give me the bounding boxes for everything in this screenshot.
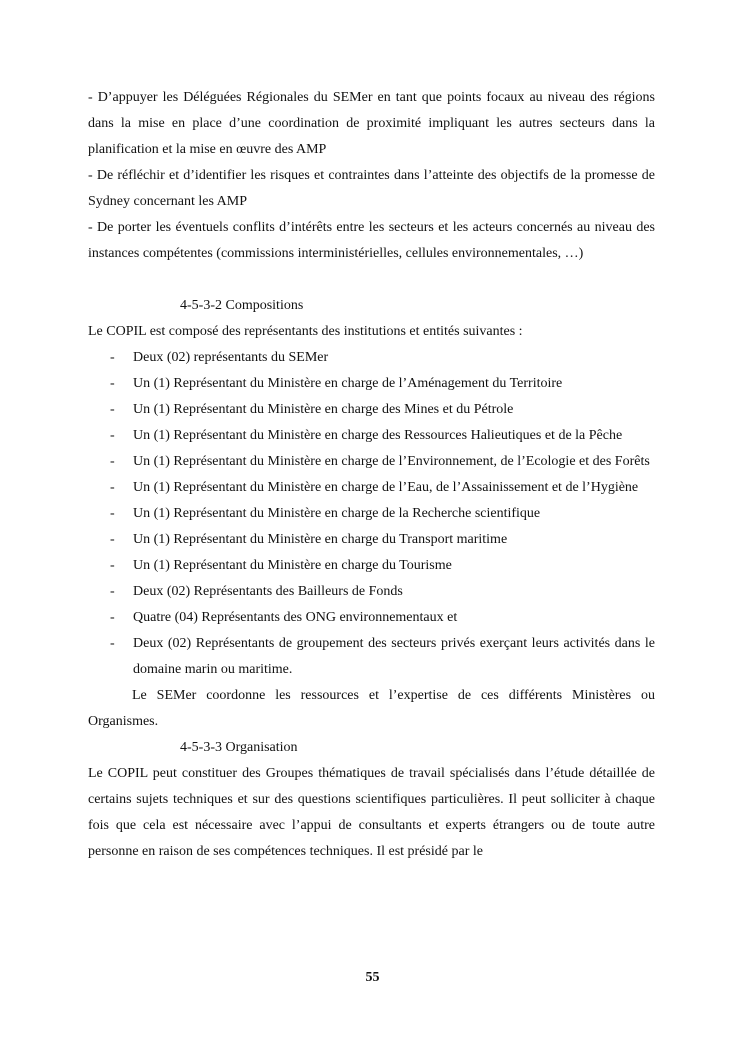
dash-marker: -	[110, 350, 115, 365]
dash-marker: -	[110, 506, 115, 521]
list-item-text: Un (1) Représentant du Ministère en charge des Mines et du Pétrole	[133, 402, 514, 417]
dash-marker: -	[110, 454, 115, 469]
list-item	[88, 397, 655, 423]
list-item-text: Un (1) Représentant du Ministère en charge de la Recherche scientifique	[133, 506, 541, 521]
list-item	[88, 423, 655, 449]
dash-marker: -	[110, 558, 115, 573]
dash-marker: -	[110, 532, 115, 547]
dash-marker: -	[110, 402, 115, 417]
list-item	[88, 501, 655, 527]
compositions-list	[88, 345, 655, 683]
list-item	[88, 475, 655, 501]
dash-marker: -	[110, 376, 115, 391]
dash-marker: -	[110, 610, 115, 625]
heading-compositions: 4-5-3-2 Compositions	[180, 298, 304, 313]
list-item-text: Un (1) Représentant du Ministère en charge des Ressources Halieutiques et de la Pêche	[133, 428, 623, 443]
list-item	[88, 553, 655, 579]
list-item	[88, 345, 655, 371]
list-item	[88, 605, 655, 631]
list-item-text: Un (1) Représentant du Ministère en charge du Transport maritime	[133, 532, 508, 547]
list-item-text: Un (1) Représentant du Ministère en charge du Tourisme	[133, 558, 452, 573]
list-item-text: Deux (02) Représentants de groupement des secteurs privés exerçant leurs activités dans le domaine marin ou maritime.	[133, 636, 655, 677]
list-item-text: Quatre (04) Représentants des ONG environnementaux et	[133, 610, 458, 625]
dash-marker: -	[110, 428, 115, 443]
list-item-text: Deux (02) représentants du SEMer	[133, 350, 329, 365]
list-item	[88, 579, 655, 605]
paragraph-porter: - De porter les éventuels conflits d’intérêts entre les secteurs et les acteurs concernés au niveau des instances compétentes (commissions interministérielles, cellules environnementales, …)	[88, 220, 655, 261]
compositions-closing: Le SEMer coordonne les ressources et l’expertise de ces différents Ministères ou Organismes.	[88, 688, 655, 729]
dash-marker: -	[110, 584, 115, 599]
dash-marker: -	[110, 480, 115, 495]
list-item	[88, 527, 655, 553]
list-item	[88, 371, 655, 397]
dash-marker: -	[110, 636, 115, 651]
list-item-text: Deux (02) Représentants des Bailleurs de Fonds	[133, 584, 403, 599]
compositions-intro: Le COPIL est composé des représentants des institutions et entités suivantes :	[88, 324, 523, 339]
paragraph-appuyer: - D’appuyer les Déléguées Régionales du SEMer en tant que points focaux au niveau des régions dans la mise en place d’une coordination de proximité impliquant les autres secteurs dans la planification et la mise en œuvre des AMP	[88, 90, 655, 157]
list-item	[88, 449, 655, 475]
list-item-text: Un (1) Représentant du Ministère en charge de l’Aménagement du Territoire	[133, 376, 563, 391]
paragraph-reflechir: - De réfléchir et d’identifier les risques et contraintes dans l’atteinte des objectifs de la promesse de Sydney concernant les AMP	[88, 168, 655, 209]
organisation-body: Le COPIL peut constituer des Groupes thématiques de travail spécialisés dans l’étude détaillée de certains sujets techniques et sur des questions scientifiques particulières. Il peut solliciter à chaque fois que cela est nécessaire avec l’appui de consultants et experts étrangers ou de toute autre personne en raison de ses compétences techniques. Il est présidé par le	[88, 766, 655, 859]
list-item-text: Un (1) Représentant du Ministère en charge de l’Environnement, de l’Ecologie et des Forêts	[133, 454, 650, 469]
blank-line	[88, 267, 655, 293]
page-number: 55	[365, 970, 380, 985]
list-item	[88, 631, 655, 683]
list-item-text: Un (1) Représentant du Ministère en charge de l’Eau, de l’Assainissement et de l’Hygiène	[133, 480, 639, 495]
heading-organisation: 4-5-3-3 Organisation	[180, 740, 298, 755]
page-content	[88, 85, 655, 865]
